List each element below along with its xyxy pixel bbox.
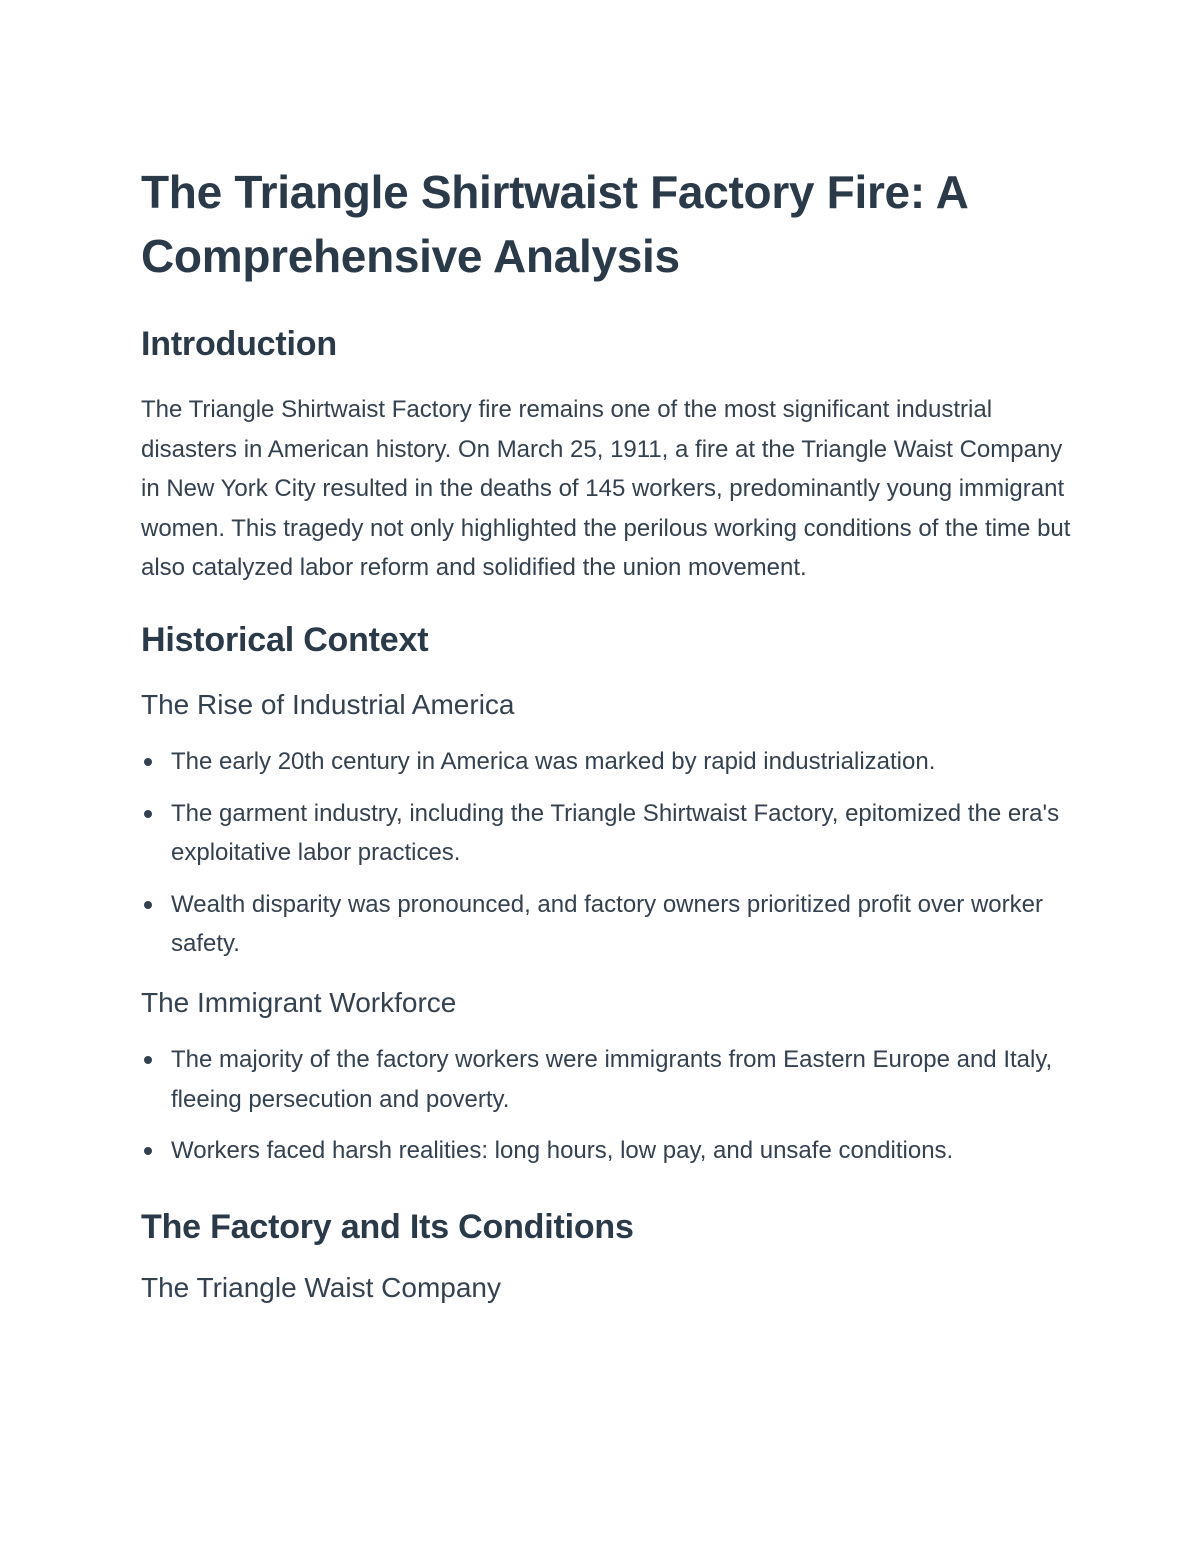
subheading-triangle-waist-company: The Triangle Waist Company [141, 1271, 501, 1303]
document-title: The Triangle Shirtwaist Factory Fire: A Comprehensive Analysis [141, 166, 967, 282]
heading-introduction: Introduction [141, 325, 337, 363]
list-item: The early 20th century in America was marked by rapid industrialization. [141, 742, 1071, 782]
subheading-rise-of-industrial-america: The Rise of Industrial America [141, 688, 515, 720]
heading-factory-conditions: The Factory and Its Conditions [141, 1207, 634, 1246]
section-factory-conditions [141, 1205, 1071, 1307]
heading-historical-context: Historical Context [141, 620, 429, 659]
section-introduction [141, 322, 1071, 588]
section-historical-context [141, 618, 1071, 1171]
workforce-bullet-list [141, 1040, 1071, 1171]
list-item: Wealth disparity was pronounced, and factory owners prioritized profit over worker safety. [141, 885, 1071, 964]
subheading-immigrant-workforce: The Immigrant Workforce [141, 986, 457, 1018]
document-page [141, 160, 1071, 1307]
rise-bullet-list [141, 742, 1071, 964]
list-item: The majority of the factory workers were immigrants from Eastern Europe and Italy, fleeing persecution and poverty. [141, 1040, 1071, 1119]
introduction-paragraph: The Triangle Shirtwaist Factory fire remains one of the most significant industrial disasters in American history. On March 25, 1911, a fire at the Triangle Waist Company in New York City resulted in the deaths of 145 workers, predominantly young immigrant women. This tragedy not only highlighted the perilous working conditions of the time but also catalyzed labor reform and solidified the union movement. [141, 396, 1071, 582]
list-item: The garment industry, including the Triangle Shirtwaist Factory, epitomized the era's exploitative labor practices. [141, 794, 1071, 873]
list-item: Workers faced harsh realities: long hours, low pay, and unsafe conditions. [141, 1131, 1071, 1171]
